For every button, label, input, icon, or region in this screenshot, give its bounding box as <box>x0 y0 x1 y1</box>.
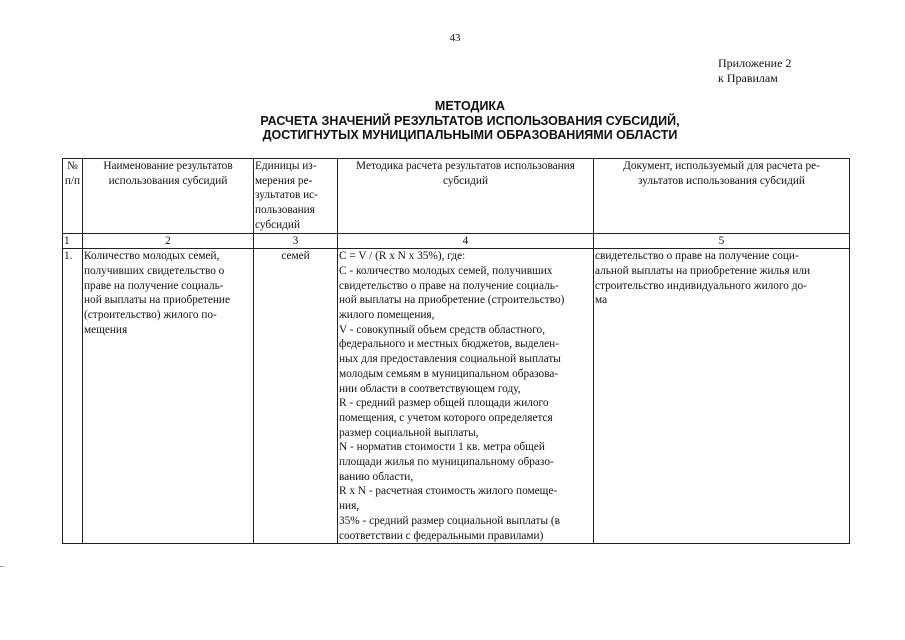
cell-text-line: Документ, используемый для расчета ре- <box>623 160 820 172</box>
cell-text-line: молодым семьям в муниципальном образова- <box>339 367 559 380</box>
column-number-1: 1 <box>63 233 83 249</box>
cell-text-line: Единицы из- <box>255 160 317 172</box>
cell-text-line: федерального и местных бюджетов, выделен- <box>339 338 559 351</box>
cell-text-line: строительство индивидуального жилого до- <box>595 279 807 292</box>
column-number-2: 2 <box>83 233 254 249</box>
column-number-4: 4 <box>338 233 594 249</box>
cell-text-line: получивших свидетельство о <box>84 264 225 277</box>
column-number-3: 3 <box>254 233 338 249</box>
cell-text-line: V - совокупный объем средств областного, <box>339 323 546 336</box>
cell-text-line: жилого помещения, <box>339 309 435 322</box>
cell-text-line: субсидий <box>255 218 301 231</box>
cell-text-line: размер социальной выплаты, <box>339 426 479 439</box>
table-header-row <box>63 159 850 234</box>
cell-text-line: 35% - средний размер социальной выплаты (в <box>339 514 560 527</box>
cell-text-line: ванию области, <box>339 470 414 483</box>
cell-text-line: N - норматив стоимости 1 кв. метра общей <box>339 441 545 454</box>
cell-text-line: праве на получение социаль- <box>84 279 224 292</box>
cell-text-line: Наименование результатов <box>103 160 233 172</box>
cell-text-line: Методика расчета результатов использования <box>356 160 575 172</box>
header-cell-number <box>63 159 83 234</box>
cell-text-line: R x N - расчетная стоимость жилого помеще- <box>339 485 558 498</box>
column-number-5: 5 <box>594 233 850 249</box>
cell-text-line: п/п <box>64 174 81 187</box>
cell-text-line: C = V / (R x N x 35%), где: <box>339 250 466 263</box>
cell-text-line: № <box>67 160 78 172</box>
cell-text-line: использования субсидий <box>108 174 228 187</box>
result-name-cell <box>83 249 254 544</box>
cell-text-line: пользования <box>255 204 315 217</box>
cell-text-line: свидетельство о праве на получение соци- <box>595 250 799 263</box>
page-number: 43 <box>449 32 461 44</box>
cell-text-line: (строительство) жилого по- <box>84 309 217 322</box>
title-line-1: МЕТОДИКА <box>434 99 506 113</box>
appendix-line-2: к Правилам <box>718 71 778 85</box>
header-cell-method <box>338 159 594 234</box>
methodology-table <box>62 158 850 544</box>
cell-text-line: ной выплаты на приобретение (строительство) <box>339 294 565 307</box>
header-cell-document <box>594 159 850 234</box>
cell-text-line: ных для предоставления социальной выплаты <box>339 353 561 366</box>
cell-text-line: мещения <box>84 323 128 336</box>
margin-mark <box>0 566 4 567</box>
cell-text-line: площади жилья по муниципальному образо- <box>339 456 554 469</box>
column-number-row <box>63 233 850 249</box>
cell-text-line: альной выплаты на приобретение жилья или <box>595 264 811 277</box>
cell-text-line: зультатов использования субсидий <box>638 174 805 187</box>
cell-text-line: ния, <box>339 500 360 513</box>
cell-text-line: зультатов ис- <box>255 189 318 202</box>
title-line-3: ДОСТИГНУТЫХ МУНИЦИПАЛЬНЫМИ ОБРАЗОВАНИЯМИ ОБЛАСТИ <box>262 128 678 142</box>
title-line-2: РАСЧЕТА ЗНАЧЕНИЙ РЕЗУЛЬТАТОВ ИСПОЛЬЗОВАНИЯ СУБСИДИЙ, <box>260 113 680 128</box>
header-cell-name <box>83 159 254 234</box>
row-number: 1. <box>63 249 83 544</box>
document-title <box>200 99 740 143</box>
cell-text-line: R - средний размер общей площади жилого <box>339 397 549 410</box>
appendix-note <box>718 56 791 86</box>
cell-text-line: помещения, с учетом которого определяется <box>339 411 553 424</box>
cell-text-line: соответствии с федеральными правилами) <box>339 529 544 542</box>
header-cell-unit <box>254 159 338 234</box>
cell-text-line: C - количество молодых семей, получивших <box>339 264 553 277</box>
cell-text-line: ма <box>595 294 608 307</box>
cell-text-line: ной выплаты на приобретение <box>84 294 230 307</box>
method-cell <box>338 249 594 544</box>
cell-text-line: свидетельство о праве на получение социаль- <box>339 279 559 292</box>
cell-text-line: нии области в соответствующем году, <box>339 382 521 395</box>
cell-text-line: Количество молодых семей, <box>84 250 220 263</box>
unit-cell: семей <box>254 249 338 544</box>
table-row <box>63 249 850 544</box>
cell-text-line: субсидий <box>442 174 488 187</box>
cell-text-line: мерения ре- <box>255 174 313 187</box>
appendix-line-1: Приложение 2 <box>718 56 792 70</box>
document-cell <box>594 249 850 544</box>
